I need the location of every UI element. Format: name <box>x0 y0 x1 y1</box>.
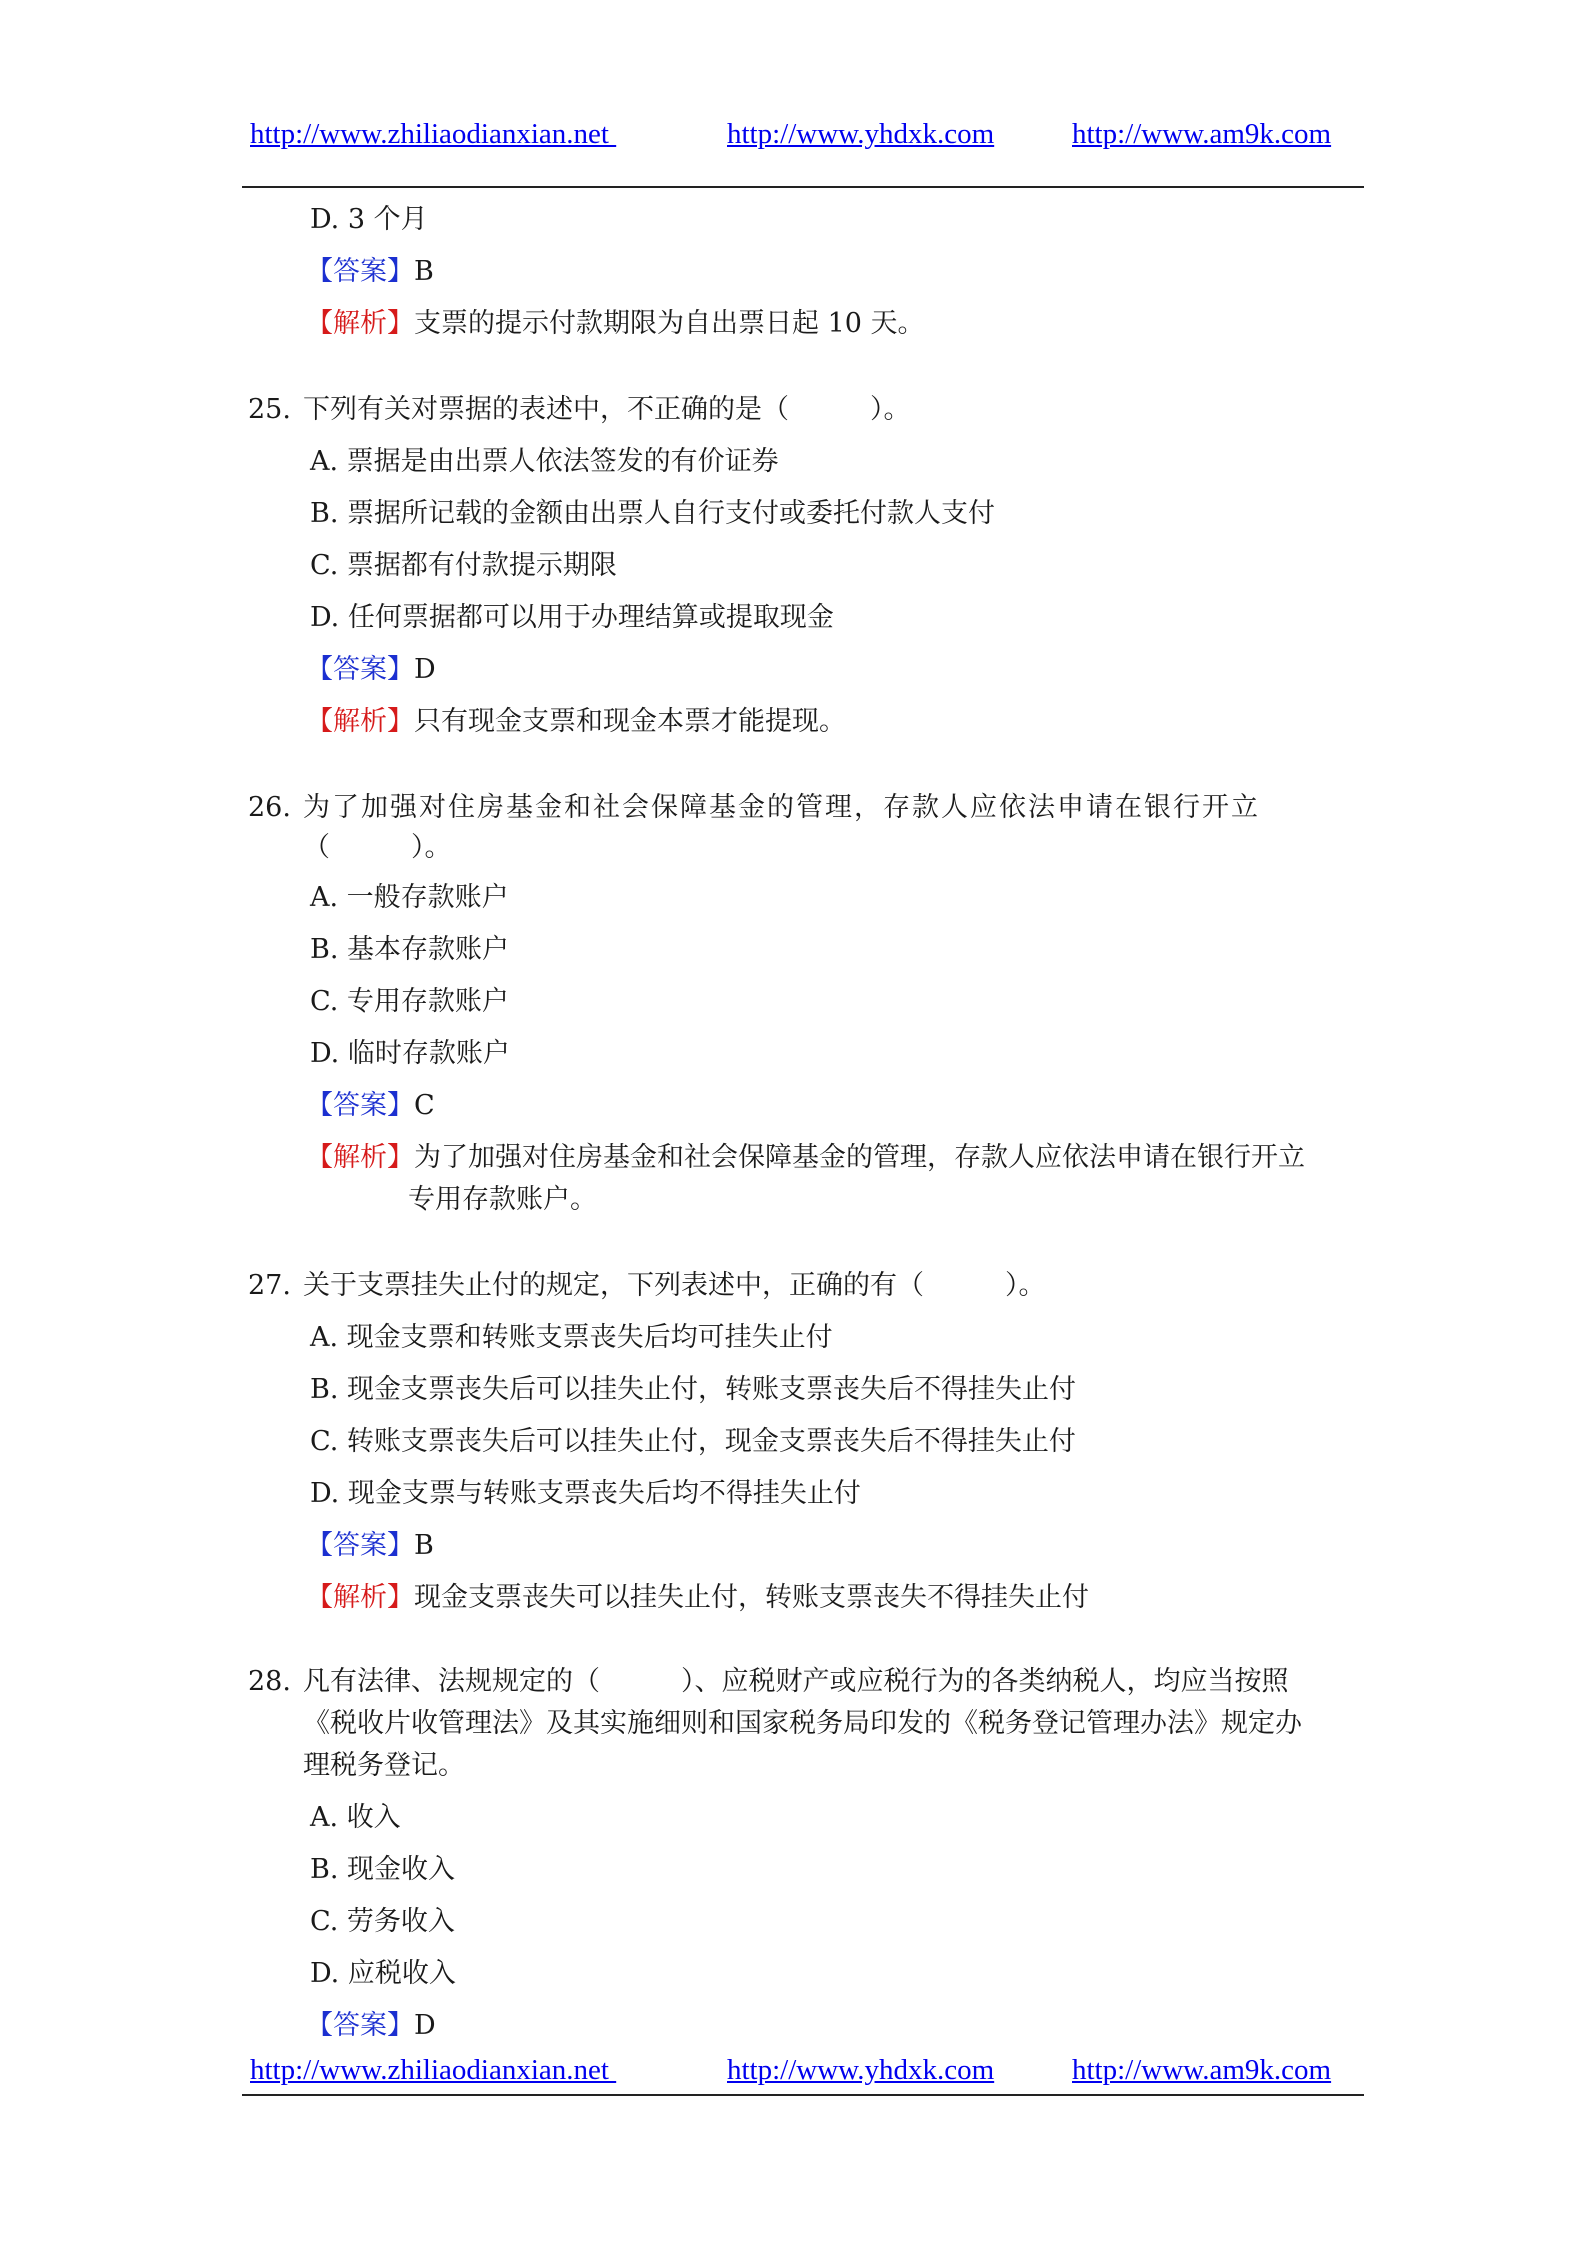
question-26-option-a: A. 一般存款账户 <box>310 882 509 913</box>
question-25-answer-value: D <box>414 654 436 685</box>
prev-option-d: D. 3 个月 <box>310 204 428 235</box>
analysis-label: 【解析】 <box>306 308 414 339</box>
prev-analysis-text: 支票的提示付款期限为自出票日起 10 天。 <box>414 308 925 339</box>
header-link-yhdxk[interactable]: http://www.yhdxk.com <box>727 118 995 150</box>
prev-answer-value: B <box>414 256 434 287</box>
question-26-answer-value: C <box>414 1090 435 1121</box>
question-26-analysis <box>306 1140 1305 1176</box>
question-25-text: 下列有关对票据的表述中，不正确的是（ ）。 <box>303 394 911 425</box>
question-26-number: 26. <box>248 792 291 823</box>
question-28-answer <box>306 2008 436 2044</box>
question-25-analysis-text: 只有现金支票和现金本票才能提现。 <box>414 706 846 737</box>
question-27-option-a: A. 现金支票和转账支票丧失后均可挂失止付 <box>310 1322 833 1353</box>
footer-link-yhdxk[interactable]: http://www.yhdxk.com <box>727 2054 995 2086</box>
analysis-label: 【解析】 <box>306 1582 414 1613</box>
question-28-number: 28. <box>248 1666 291 1697</box>
answer-label: 【答案】 <box>306 256 414 287</box>
header-link-am9k[interactable]: http://www.am9k.com <box>1072 118 1332 150</box>
question-25-number: 25. <box>248 394 291 425</box>
question-27-option-d: D. 现金支票与转账支票丧失后均不得挂失止付 <box>310 1478 861 1509</box>
question-28-text-line3: 理税务登记。 <box>303 1750 465 1781</box>
question-25-answer <box>306 652 436 688</box>
question-26-analysis-text-line2: 专用存款账户。 <box>408 1184 597 1215</box>
analysis-label: 【解析】 <box>306 1142 414 1173</box>
question-25-option-c: C. 票据都有付款提示期限 <box>310 550 617 581</box>
question-28-option-d: D. 应税收入 <box>310 1958 456 1989</box>
prev-analysis <box>306 306 925 342</box>
footer-divider <box>242 2094 1364 2096</box>
footer-link-am9k[interactable]: http://www.am9k.com <box>1072 2054 1332 2086</box>
question-27-number: 27. <box>248 1270 291 1301</box>
question-26-analysis-text-line1: 为了加强对住房基金和社会保障基金的管理，存款人应依法申请在银行开立 <box>414 1142 1305 1173</box>
footer-link-zhiliaodianxian[interactable]: http://www.zhiliaodianxian.net <box>250 2054 617 2086</box>
answer-label: 【答案】 <box>306 1090 414 1121</box>
question-28-option-b: B. 现金收入 <box>310 1854 456 1885</box>
question-27-analysis-text: 现金支票丧失可以挂失止付，转账支票丧失不得挂失止付 <box>414 1582 1089 1613</box>
footer-links <box>250 2054 1360 2098</box>
question-28-option-c: C. 劳务收入 <box>310 1906 455 1937</box>
question-25-option-b: B. 票据所记载的金额由出票人自行支付或委托付款人支付 <box>310 498 996 529</box>
answer-label: 【答案】 <box>306 2010 414 2041</box>
question-27-answer <box>306 1528 434 1564</box>
question-26-option-b: B. 基本存款账户 <box>310 934 510 965</box>
question-27-analysis <box>306 1580 1089 1616</box>
question-26-option-c: C. 专用存款账户 <box>310 986 509 1017</box>
header-links <box>250 118 1360 162</box>
question-26-option-d: D. 临时存款账户 <box>310 1038 510 1069</box>
header-divider <box>242 186 1364 188</box>
question-27-option-c: C. 转账支票丧失后可以挂失止付，现金支票丧失后不得挂失止付 <box>310 1426 1076 1457</box>
question-25-analysis <box>306 704 846 740</box>
question-25-option-d: D. 任何票据都可以用于办理结算或提取现金 <box>310 602 834 633</box>
analysis-label: 【解析】 <box>306 706 414 737</box>
question-28-text-line1: 凡有法律、法规规定的（ ）、应税财产或应税行为的各类纳税人，均应当按照 <box>303 1666 1289 1697</box>
header-link-zhiliaodianxian[interactable]: http://www.zhiliaodianxian.net <box>250 118 617 150</box>
answer-label: 【答案】 <box>306 1530 414 1561</box>
answer-label: 【答案】 <box>306 654 414 685</box>
question-28-answer-value: D <box>414 2010 436 2041</box>
question-28-option-a: A. 收入 <box>310 1802 401 1833</box>
question-27-answer-value: B <box>414 1530 434 1561</box>
question-28-text-line2: 《税收片收管理法》及其实施细则和国家税务局印发的《税务登记管理办法》规定办 <box>303 1708 1302 1739</box>
question-26-text-line2: （ ）。 <box>303 832 452 863</box>
question-26-answer <box>306 1088 435 1124</box>
question-27-text: 关于支票挂失止付的规定，下列表述中，正确的有（ ）。 <box>303 1270 1046 1301</box>
prev-answer <box>306 254 434 290</box>
question-27-option-b: B. 现金支票丧失后可以挂失止付，转账支票丧失后不得挂失止付 <box>310 1374 1077 1405</box>
question-25-option-a: A. 票据是由出票人依法签发的有价证券 <box>310 446 779 477</box>
question-26-text-line1: 为了加强对住房基金和社会保障基金的管理，存款人应依法申请在银行开立 <box>303 792 1260 823</box>
